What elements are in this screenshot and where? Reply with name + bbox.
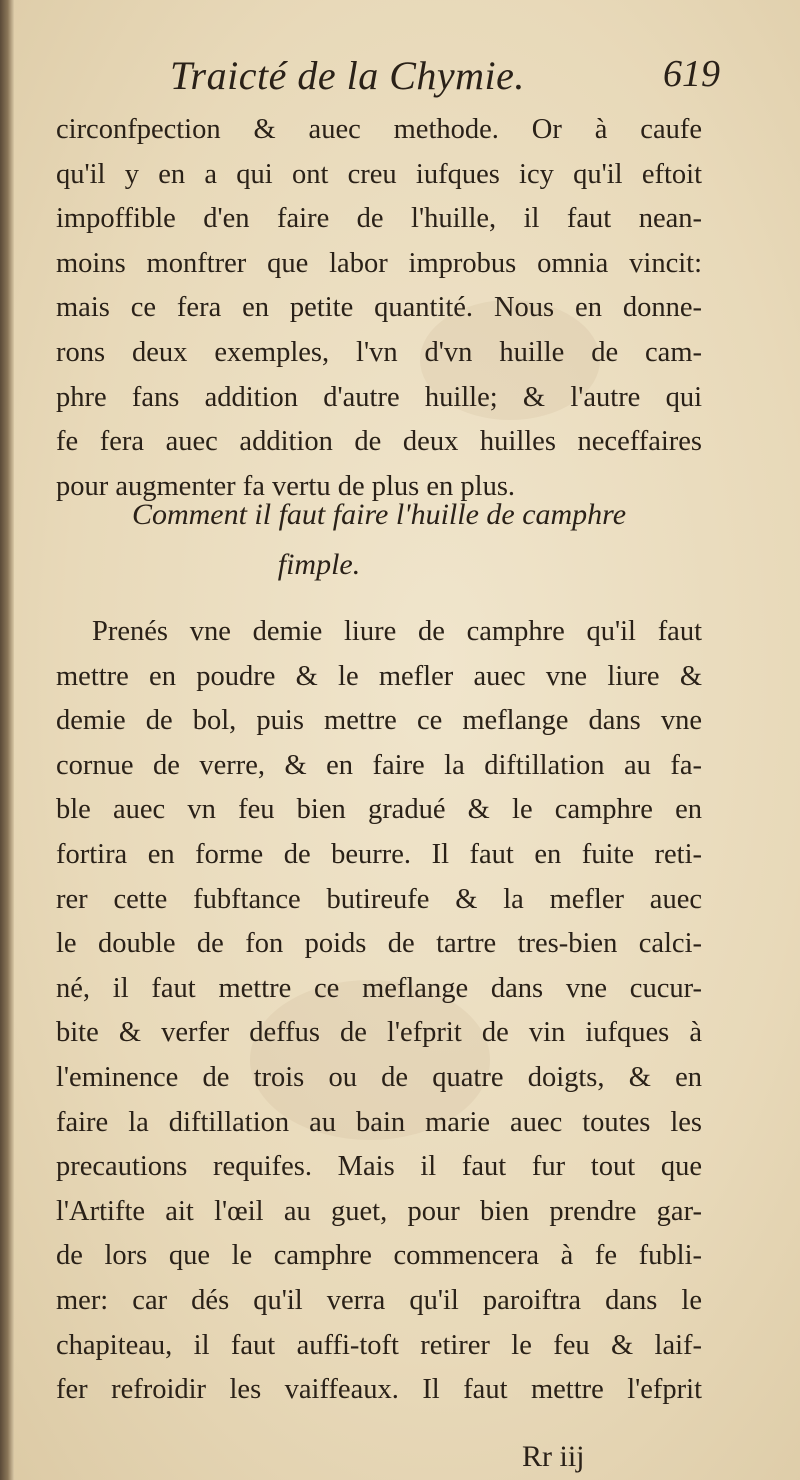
text-line: l'eminence de trois ou de quatre doigts, & en	[56, 1061, 702, 1093]
text-line: rer cette fubftance butireufe & la mefler auec	[56, 883, 702, 915]
text-line: pour augmenter fa vertu de plus en plus.	[56, 470, 516, 502]
running-title: Traicté de la Chymie.	[170, 53, 525, 98]
text-line: mais ce fera en petite quantité. Nous en donne-	[56, 292, 702, 324]
section-heading	[56, 490, 702, 590]
text-line: mer: car dés qu'il verra qu'il paroiftra dans le	[56, 1284, 702, 1316]
text-line: l'Artifte ait l'œil au guet, pour bien prendre gar-	[56, 1195, 702, 1227]
text-line: bite & verfer deffus de l'efprit de vin iufques à	[56, 1017, 702, 1049]
heading-line: Comment il faut faire l'huille de camphre	[131, 498, 627, 531]
text-line: ble auec vn feu bien gradué & le camphre en	[56, 794, 702, 826]
page-header	[170, 52, 730, 102]
text-line: impoffible d'en faire de l'huille, il faut nean-	[56, 203, 702, 235]
text-line: chapiteau, il faut auffi-toft retirer le feu & laif-	[56, 1329, 702, 1361]
text-line: cornue de verre, & en faire la diftillation au fa-	[56, 749, 702, 781]
paragraph-2	[56, 610, 702, 1413]
text-line: né, il faut mettre ce meflange dans vne cucur-	[56, 972, 702, 1004]
text-line: circonfpection & auec methode. Or à caufe	[56, 114, 702, 145]
text-line: faire la diftillation au bain marie auec toutes les	[56, 1106, 702, 1138]
text-line: qu'il y en a qui ont creu iufques icy qu'il eftoit	[56, 158, 702, 190]
text-line: fer refroidir les vaiffeaux. Il faut mettre l'efprit	[56, 1374, 702, 1406]
page-binding-edge	[0, 0, 14, 1480]
paragraph-1	[56, 108, 702, 509]
text-line: mettre en poudre & le mefler auec vne liure &	[56, 660, 702, 692]
text-line: phre fans addition d'autre huille; & l'autre qui	[56, 381, 702, 413]
text-line: fe fera auec addition de deux huilles neceffaires	[56, 426, 702, 458]
text-line: precautions requifes. Mais il faut fur tout que	[56, 1151, 702, 1183]
text-line: le double de fon poids de tartre tres-bien calci-	[56, 928, 702, 960]
heading-line: fimple.	[277, 548, 361, 581]
text-line: Prenés vne demie liure de camphre qu'il faut	[92, 616, 702, 647]
text-line: rons deux exemples, l'vn d'vn huille de cam-	[56, 336, 702, 368]
page-number: 619	[663, 53, 720, 95]
text-line: demie de bol, puis mettre ce meflange dans vne	[56, 705, 702, 737]
text-line: fortira en forme de beurre. Il faut en fuite reti-	[56, 838, 702, 870]
text-line: moins monftrer que labor improbus omnia vincit:	[56, 247, 702, 279]
text-line: de lors que le camphre commencera à fe fubli-	[56, 1240, 702, 1272]
signature-mark: Rr iij	[522, 1440, 585, 1473]
